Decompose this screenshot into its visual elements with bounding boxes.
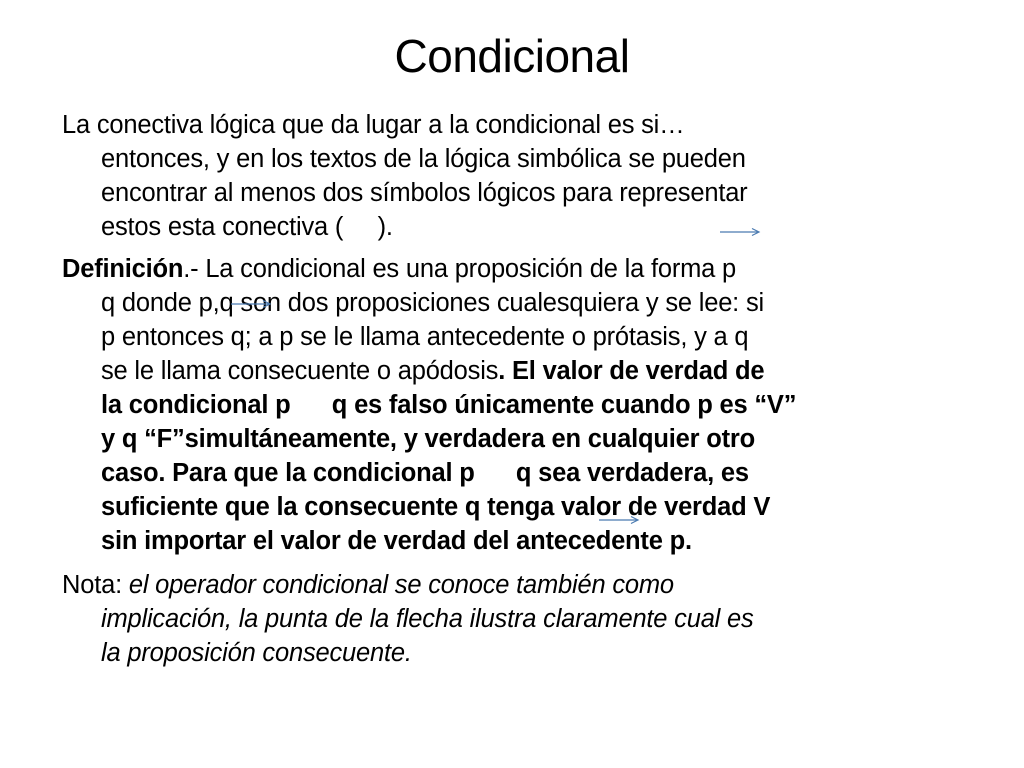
definition-lead: Definición [62,255,184,283]
paragraph-line: sin importar el valor de verdad del antecedente p. [101,527,692,555]
right-arrow-icon [598,514,640,526]
definition-text: .- La condicional es una proposición de la forma p [183,255,737,283]
paragraph-line: entonces, y en los textos de la lógica simbólica se pueden [101,145,746,173]
paragraph-line [62,354,962,388]
slide-title: Condicional [394,30,630,82]
right-arrow-icon [230,298,272,310]
paragraph-line: la proposición consecuente. [101,639,412,667]
paragraph-line: implicación, la punta de la flecha ilustra claramente cual es [101,605,754,633]
definition-text: se le llama consecuente o apódosis [101,357,499,385]
paragraph-line: encontrar al menos dos símbolos lógicos para representar [101,179,748,207]
paragraph-line: estos esta conectiva ( ). [101,213,393,241]
paragraph-line: caso. Para que la condicional p q sea verdadera, es [101,459,749,487]
note-text: el operador condicional se conoce también como [128,571,674,599]
paragraph-line: y q “F”simultáneamente, y verdadera en cualquier otro [101,425,756,453]
definition-bold-text: . El valor de verdad de [498,357,765,385]
paragraph-line [62,252,962,286]
note-lead: Nota: [62,571,129,599]
paragraph-line: la condicional p q es falso únicamente cuando p es “V” [101,391,797,419]
paragraph-line: p entonces q; a p se le llama antecedente o prótasis, y a q [101,323,749,351]
paragraph-definition [62,252,962,558]
paragraph-line: La conectiva lógica que da lugar a la condicional es si… [62,111,685,139]
right-arrow-icon [719,226,761,238]
paragraph-line [62,568,962,602]
paragraph-note [62,568,962,670]
paragraph-intro [62,108,962,244]
paragraph-line: q donde p,q son dos proposiciones cualesquiera y se lee: si [101,289,764,317]
paragraph-line: suficiente que la consecuente q tenga valor de verdad V [101,493,771,521]
